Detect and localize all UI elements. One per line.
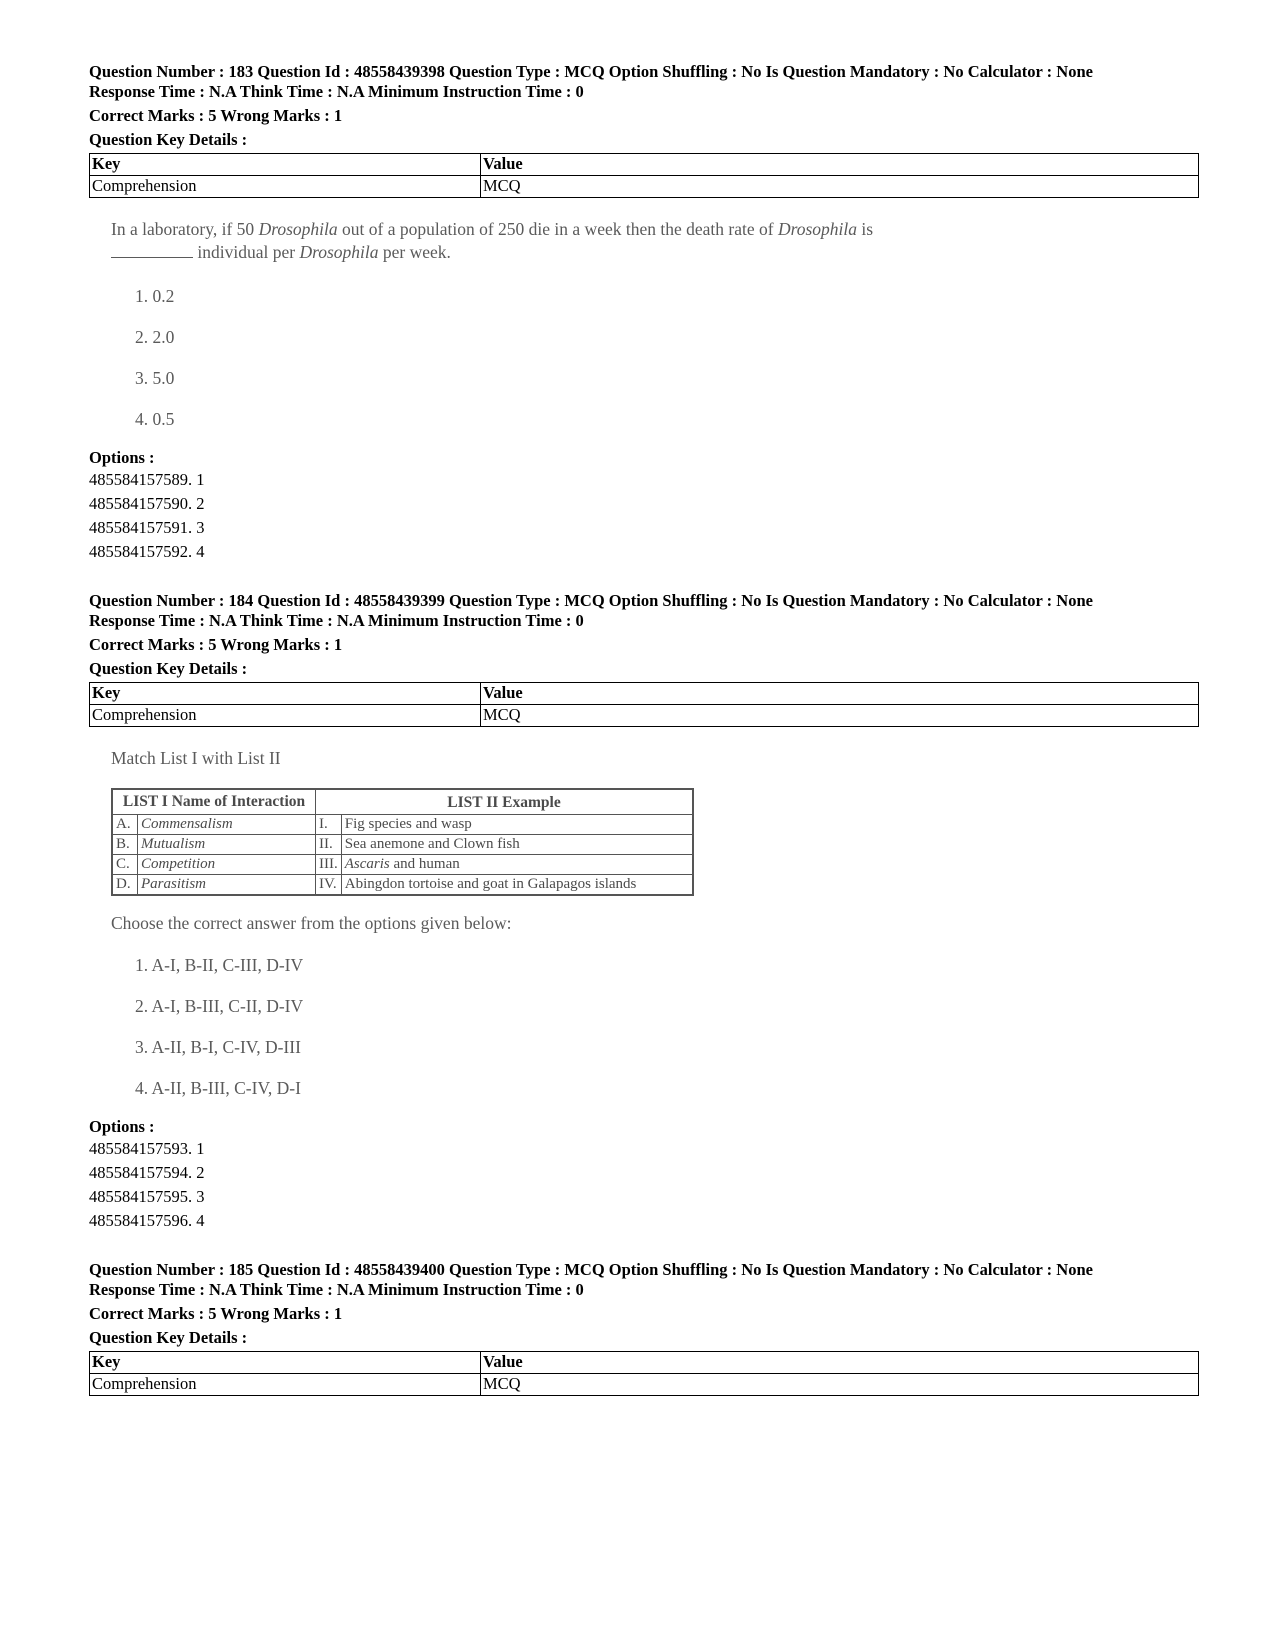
choice-4: 4. A-II, B-III, C-IV, D-I	[135, 1078, 301, 1098]
choice-1: 1. 0.2	[135, 286, 175, 306]
key-details-label: Question Key Details :	[89, 1328, 248, 1347]
choice-4: 4. 0.5	[135, 409, 175, 429]
table-header-row	[90, 1352, 1199, 1374]
stem-text: In a laboratory, if 50	[111, 219, 259, 239]
row-numeral: II.	[316, 835, 342, 855]
example-text: and human	[389, 856, 460, 872]
key-cell: Comprehension	[90, 176, 481, 198]
question-meta-line-1: Question Number : 183 Question Id : 48558439398 Question Type : MCQ Option Shuffling : No Is Question Mandatory : No Calculator : None	[89, 62, 1093, 81]
stem-italic: Drosophila	[777, 219, 858, 239]
key-details-label: Question Key Details :	[89, 130, 248, 149]
key-header: Key	[90, 1352, 481, 1374]
list-2-header: LIST II Example	[316, 789, 694, 815]
document-page	[89, 62, 1199, 1396]
value-header: Value	[481, 683, 1199, 705]
match-table	[111, 788, 694, 896]
choice-2: 2. 2.0	[135, 327, 175, 347]
key-details-label: Question Key Details :	[89, 659, 248, 678]
question-meta-line-2: Response Time : N.A Think Time : N.A Minimum Instruction Time : 0	[89, 82, 584, 101]
value-cell: MCQ	[481, 176, 1199, 198]
table-header-row	[90, 683, 1199, 705]
interaction-name: Parasitism	[138, 875, 316, 896]
key-details-table	[89, 1351, 1199, 1396]
question-184	[89, 591, 1199, 1233]
stem-text: is	[857, 219, 874, 239]
row-numeral: I.	[316, 815, 342, 835]
instruction-text: Choose the correct answer from the options given below:	[111, 913, 512, 933]
value-cell: MCQ	[481, 705, 1199, 727]
key-cell: Comprehension	[90, 705, 481, 727]
list-1-header: LIST I Name of Interaction	[112, 789, 316, 815]
question-stem: Match List I with List II	[111, 748, 281, 768]
option-line: 485584157590. 2	[89, 494, 205, 513]
match-header-row	[112, 789, 693, 815]
choice-3: 3. A-II, B-I, C-IV, D-III	[135, 1037, 301, 1057]
options-label: Options :	[89, 448, 155, 467]
stem-text: out of a population of 250 die in a week then the death rate of	[337, 219, 778, 239]
choice-3: 3. 5.0	[135, 368, 175, 388]
key-details-table	[89, 682, 1199, 727]
key-header: Key	[90, 683, 481, 705]
question-183	[89, 62, 1199, 564]
choice-1: 1. A-I, B-II, C-III, D-IV	[135, 955, 304, 975]
row-letter: A.	[112, 815, 138, 835]
interaction-example: Fig species and wasp	[341, 815, 693, 835]
table-row	[90, 1374, 1199, 1396]
value-header: Value	[481, 154, 1199, 176]
key-cell: Comprehension	[90, 1374, 481, 1396]
marks-line: Correct Marks : 5 Wrong Marks : 1	[89, 1304, 343, 1323]
match-row	[112, 875, 693, 896]
interaction-example	[341, 855, 693, 875]
marks-line: Correct Marks : 5 Wrong Marks : 1	[89, 635, 343, 654]
key-details-table	[89, 153, 1199, 198]
value-header: Value	[481, 1352, 1199, 1374]
row-letter: C.	[112, 855, 138, 875]
question-stem	[111, 218, 1199, 264]
match-row	[112, 815, 693, 835]
question-meta-line-1: Question Number : 185 Question Id : 48558439400 Question Type : MCQ Option Shuffling : No Is Question Mandatory : No Calculator : None	[89, 1260, 1093, 1279]
stem-text: per week.	[378, 242, 451, 262]
row-numeral: IV.	[316, 875, 342, 896]
interaction-example: Abingdon tortoise and goat in Galapagos islands	[341, 875, 693, 896]
interaction-example: Sea anemone and Clown fish	[341, 835, 693, 855]
question-image	[89, 218, 1199, 430]
question-image	[89, 747, 1199, 1099]
stem-italic: Drosophila	[299, 242, 379, 262]
row-numeral: III.	[316, 855, 342, 875]
question-185	[89, 1260, 1199, 1396]
match-row	[112, 855, 693, 875]
option-line: 485584157595. 3	[89, 1187, 205, 1206]
interaction-name: Competition	[138, 855, 316, 875]
table-row	[90, 176, 1199, 198]
option-line: 485584157592. 4	[89, 542, 205, 561]
question-meta-line-1: Question Number : 184 Question Id : 48558439399 Question Type : MCQ Option Shuffling : No Is Question Mandatory : No Calculator : None	[89, 591, 1093, 610]
key-header: Key	[90, 154, 481, 176]
table-row	[90, 705, 1199, 727]
option-line: 485584157594. 2	[89, 1163, 205, 1182]
option-line: 485584157596. 4	[89, 1211, 205, 1230]
question-meta-line-2: Response Time : N.A Think Time : N.A Minimum Instruction Time : 0	[89, 611, 584, 630]
answer-blank	[111, 243, 193, 258]
option-line: 485584157589. 1	[89, 470, 205, 489]
stem-text: individual per	[193, 242, 300, 262]
question-meta-line-2: Response Time : N.A Think Time : N.A Minimum Instruction Time : 0	[89, 1280, 584, 1299]
row-letter: D.	[112, 875, 138, 896]
table-header-row	[90, 154, 1199, 176]
interaction-name: Commensalism	[138, 815, 316, 835]
interaction-name: Mutualism	[138, 835, 316, 855]
example-italic: Ascaris	[344, 856, 390, 872]
match-row	[112, 835, 693, 855]
stem-italic: Drosophila	[258, 219, 338, 239]
option-line: 485584157593. 1	[89, 1139, 205, 1158]
options-label: Options :	[89, 1117, 155, 1136]
option-line: 485584157591. 3	[89, 518, 205, 537]
value-cell: MCQ	[481, 1374, 1199, 1396]
marks-line: Correct Marks : 5 Wrong Marks : 1	[89, 106, 343, 125]
choice-2: 2. A-I, B-III, C-II, D-IV	[135, 996, 304, 1016]
row-letter: B.	[112, 835, 138, 855]
